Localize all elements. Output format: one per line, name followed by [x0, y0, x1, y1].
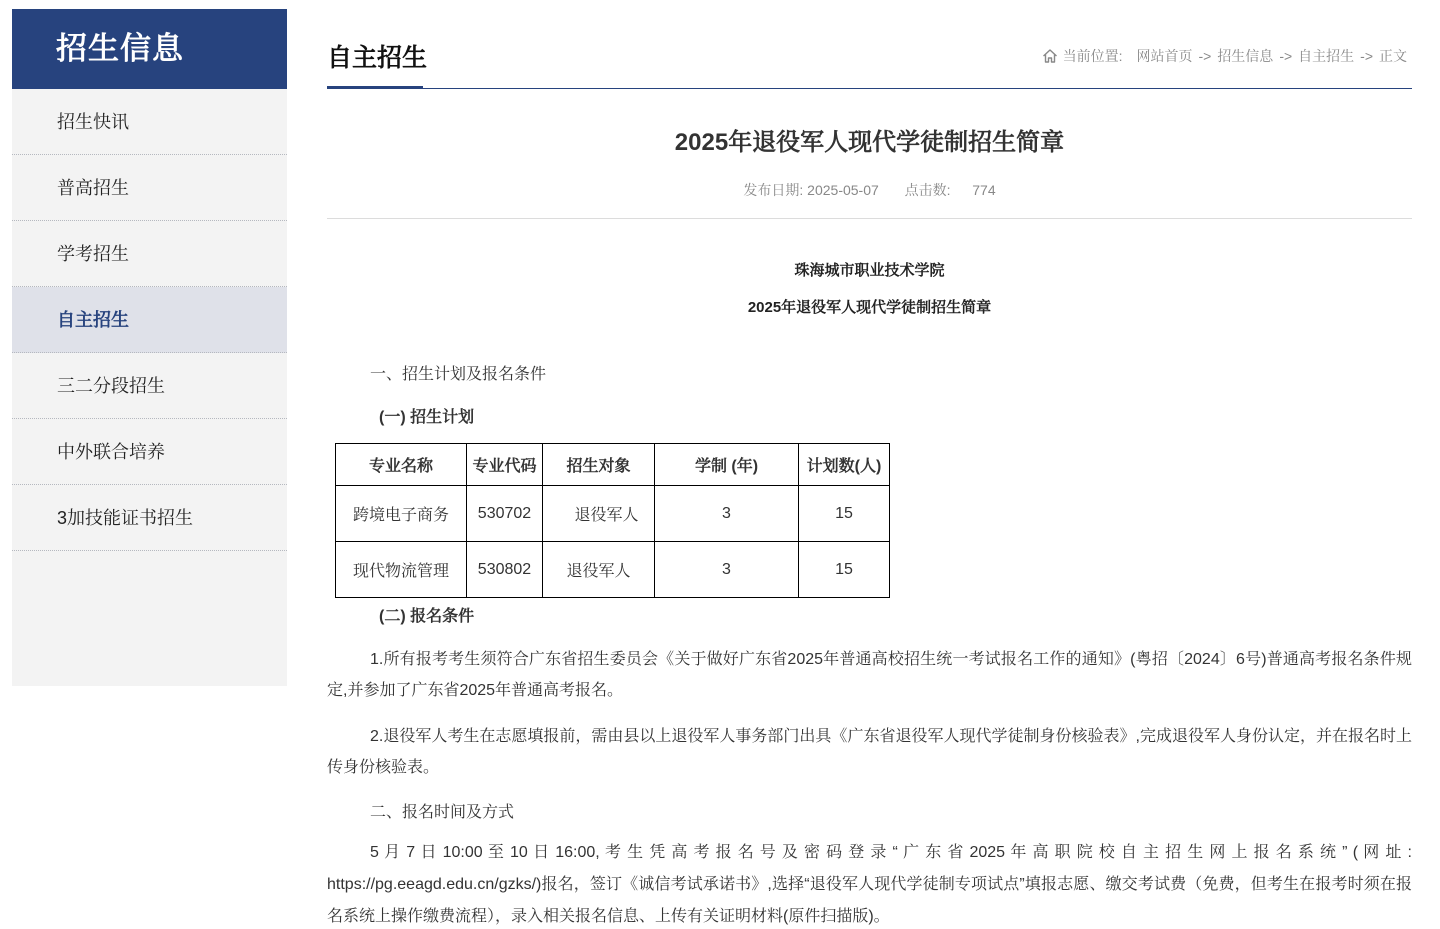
org-name: 珠海城市职业技术学院	[794, 262, 945, 279]
table-cell: 15	[799, 542, 890, 598]
sidebar-item-academic-test-admission[interactable]: 学考招生	[12, 221, 287, 287]
sidebar-item-independent-admission[interactable]: 自主招生	[12, 287, 287, 353]
click-count: 774	[972, 182, 996, 198]
publish-date: 2025-05-07	[807, 182, 879, 198]
condition-1: 1.所有报考考生须符合广东省招生委员会《关于做好广东省2025年普通高校招生统一考试报名工作的通知》(粤招〔2024〕6号)普通高考报名条件规定,并参加了广东省2025年普通高考报名。	[327, 651, 1412, 699]
table-row	[336, 486, 890, 542]
main-header	[327, 0, 1412, 89]
sidebar-item-three-two-admission[interactable]: 三二分段招生	[12, 353, 287, 419]
article-title: 2025年退役军人现代学徒制招生简章	[674, 129, 1065, 156]
table-cell: 3	[655, 486, 799, 542]
title-divider	[327, 218, 1412, 219]
sidebar-item-general-admission[interactable]: 普高招生	[12, 155, 287, 221]
breadcrumb-separator: ->	[1360, 48, 1373, 64]
subsection-heading-plan: (一) 招生计划	[379, 409, 475, 426]
table-cell: 退役军人	[543, 542, 655, 598]
column-header: 招生对象	[543, 444, 655, 486]
table-cell: 15	[799, 486, 890, 542]
column-header: 专业代码	[467, 444, 543, 486]
condition-2: 2.退役军人考生在志愿填报前，需由县以上退役军人事务部门出具《广东省退役军人现代学徒制身份核验表》,完成退役军人身份认定，并在报名时上传身份核验表。	[327, 728, 1412, 776]
registration-paragraph: 5 月 7 日 10:00 至 10 日 16:00, 考 生 凭 高 考 报 名 号 及 密 码 登 录 “ 广 东 省 2025 年 高 职 院 校 自 主 招 生 网 上 报 名 系 统 ” ( 网 址 : https://pg.eeagd.edu.cn/gzks/)报名，签订《诚信考试承诺书》,选择“退役军人现代学徒制专项试点”填报志愿、缴交考试费（免费，但考生在报考时须在报名系统上操作缴费流程），录入相关报名信息、上传有关证明材料(原件扫描版)。	[327, 844, 1412, 925]
article-subtitle: 2025年退役军人现代学徒制招生简章	[747, 299, 992, 316]
table-cell: 530702	[467, 486, 543, 542]
breadcrumb-separator: ->	[1198, 48, 1212, 64]
main-content	[327, 0, 1412, 929]
column-header: 专业名称	[336, 444, 467, 486]
clicks-label: 点击数:	[904, 182, 951, 198]
sidebar	[12, 9, 287, 686]
breadcrumb-admission-info[interactable]: 招生信息	[1217, 48, 1274, 64]
home-icon	[1042, 48, 1058, 64]
sidebar-item-admission-news[interactable]: 招生快讯	[12, 89, 287, 155]
table-cell: 530802	[467, 542, 543, 598]
article-body	[327, 259, 1412, 929]
breadcrumb-label: 当前位置:	[1062, 48, 1123, 64]
table-row	[336, 542, 890, 598]
subsection-heading-conditions: (二) 报名条件	[379, 608, 475, 625]
breadcrumb-separator: ->	[1279, 48, 1293, 64]
breadcrumb-independent-admission[interactable]: 自主招生	[1298, 48, 1355, 64]
date-label: 发布日期:	[743, 182, 804, 198]
sidebar-title: 招生信息	[12, 9, 287, 89]
column-header: 计划数(人)	[799, 444, 890, 486]
enrollment-plan-table	[335, 443, 890, 598]
table-header-row	[336, 444, 890, 486]
table-cell: 退役军人	[543, 486, 655, 542]
breadcrumb	[1042, 46, 1407, 66]
sidebar-item-3plus-skills-admission[interactable]: 3加技能证书招生	[12, 485, 287, 551]
section-heading-2: 二、报名时间及方式	[370, 804, 515, 821]
breadcrumb-current: 正文	[1379, 48, 1407, 64]
sidebar-item-sino-foreign-program[interactable]: 中外联合培养	[12, 419, 287, 485]
breadcrumb-home[interactable]: 网站首页	[1136, 48, 1193, 64]
section-heading-1: 一、招生计划及报名条件	[370, 366, 547, 383]
article-meta	[327, 180, 1412, 200]
table-cell: 现代物流管理	[336, 542, 467, 598]
section-title-underline	[327, 86, 423, 89]
section-title: 自主招生	[327, 44, 428, 72]
table-cell: 跨境电子商务	[336, 486, 467, 542]
table-cell: 3	[655, 542, 799, 598]
column-header: 学制 (年)	[655, 444, 799, 486]
